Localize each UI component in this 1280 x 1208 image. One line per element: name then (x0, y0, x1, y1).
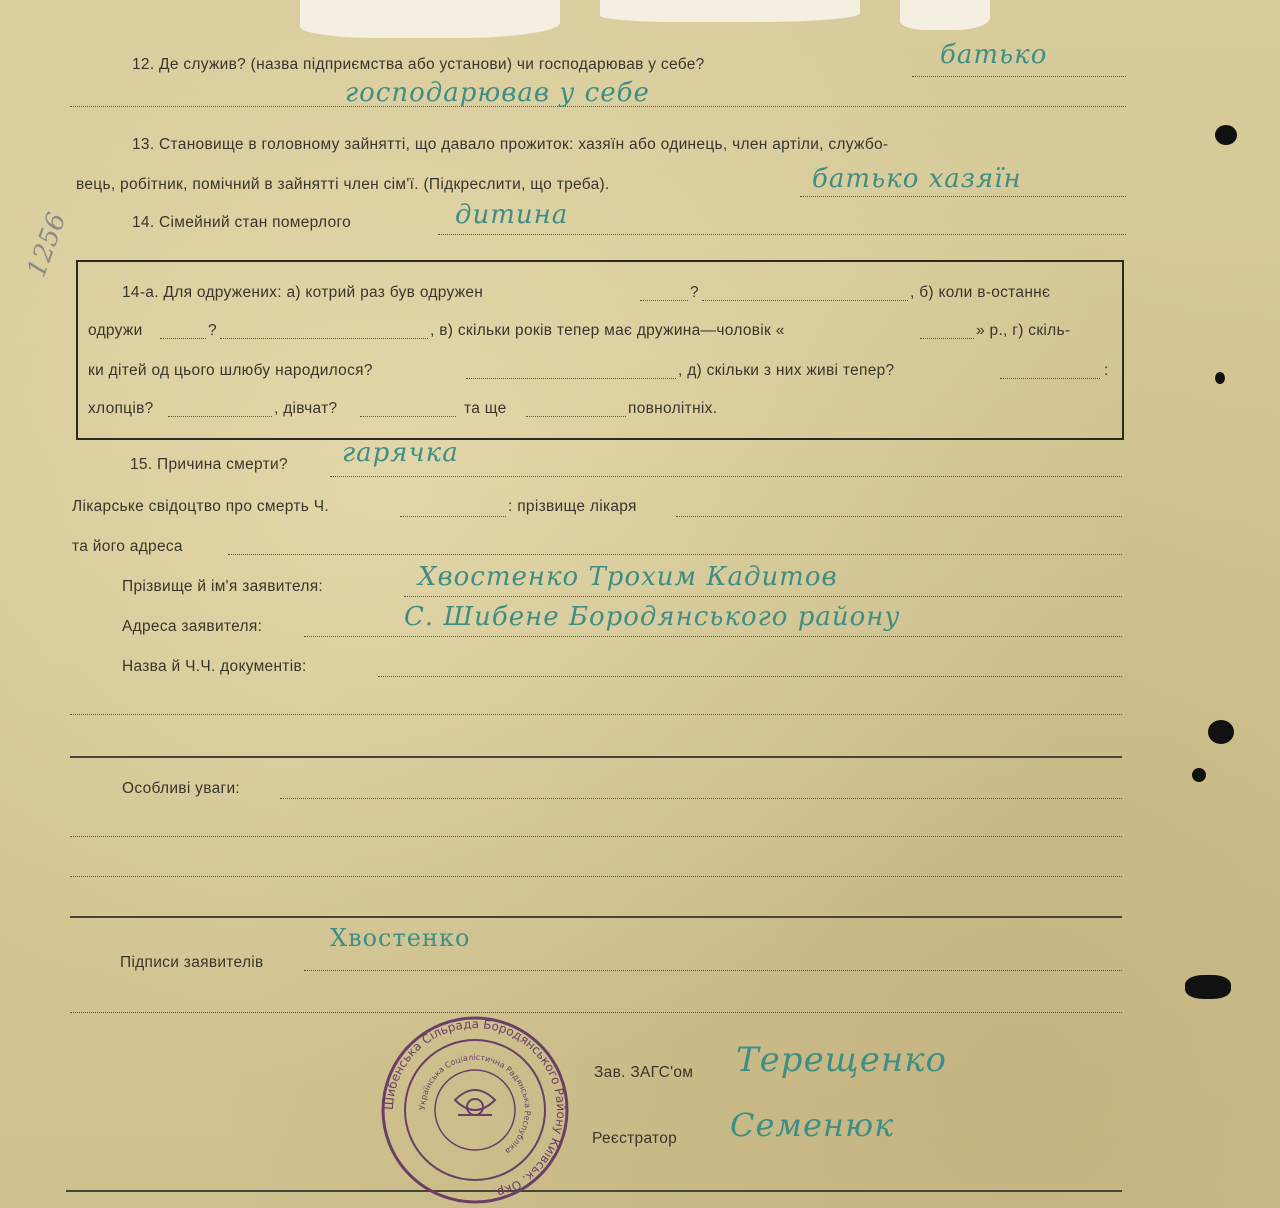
blank-line (70, 714, 1122, 715)
item14-label: 14. Сімейний стан померлого (132, 214, 352, 231)
item14a-line4d: повнолітніх. (628, 400, 718, 417)
item14a-dots (168, 416, 272, 417)
item14-line (438, 234, 1126, 235)
blank-line (70, 756, 1122, 758)
registrar-label: Реєстратор (592, 1130, 678, 1147)
signatures-line (70, 1012, 1122, 1013)
torn-edge (900, 0, 990, 30)
stamp-inner-path: Українська Соціалістична Радянська Республіка (417, 1052, 533, 1156)
item14a-line3b: , д) скільки з них живі тепер? (678, 362, 895, 379)
item12-line (912, 76, 1126, 77)
item14a-dots (526, 416, 626, 417)
item13-line (800, 196, 1126, 197)
applicant-name-value: Хвостенко Трохим Кадитов (418, 562, 838, 592)
signatures-label: Підписи заявителів (120, 954, 264, 971)
item14a-line1a: 14-а. Для одружених: а) котрий раз був одружен (122, 284, 484, 301)
item14a-line4c: та ще (464, 400, 507, 417)
item14a-line2c: » р., г) скіль- (976, 322, 1071, 339)
punch-hole (1185, 975, 1231, 999)
item14a-line4a: хлопців? (88, 400, 154, 417)
signatures-value: Хвостенко (330, 924, 471, 952)
margin-number: 1256 (21, 208, 73, 282)
item14a-dots (466, 378, 676, 379)
notes-label: Особливі уваги: (122, 780, 241, 797)
medical-address-label: та його адреса (72, 538, 183, 555)
item14a-dots (702, 300, 908, 301)
stamp-emblem-icon (455, 1090, 495, 1115)
medical-line (676, 516, 1122, 517)
applicant-line (304, 636, 1122, 637)
notes-line (70, 836, 1122, 837)
applicant-name-label: Прізвище й ім'я заявителя: (122, 578, 324, 595)
torn-edge (600, 0, 860, 22)
applicant-address-value: С. Шибене Бородянського району (404, 602, 901, 632)
applicant-docs-label: Назва й Ч.Ч. документів: (122, 658, 307, 675)
item14a-line1b: , б) коли в-останнє (910, 284, 1051, 301)
item13-line2: вець, робітник, помічний в зайнятті член сім'ї. (Підкреслити, що треба). (76, 176, 610, 193)
registrar-signature: Семенюк (730, 1106, 895, 1144)
medical-line (400, 516, 506, 517)
item14a-colon: : (1104, 362, 1109, 379)
bottom-line (66, 1190, 1122, 1192)
notes-line (70, 916, 1122, 918)
zags-label: Зав. ЗАГС'ом (594, 1064, 694, 1081)
item14a-line2a: одружи (88, 322, 143, 339)
item14a-dots (360, 416, 456, 417)
item14a-q: ? (208, 322, 217, 339)
medical-doctor-label: : прізвище лікаря (508, 498, 637, 515)
item12-answer: батько (940, 40, 1048, 70)
item15-label: 15. Причина смерти? (130, 456, 288, 473)
item14a-line3a: ки дітей од цього шлюбу народилося? (88, 362, 373, 379)
item14a-dots (640, 300, 688, 301)
item14a-q: ? (690, 284, 699, 301)
item14-answer: дитина (455, 200, 569, 230)
item15-answer: гарячка (342, 438, 459, 468)
item14a-dots (1000, 378, 1100, 379)
official-stamp (370, 1015, 580, 1205)
item15-line (330, 476, 1122, 477)
item14a-dots (220, 338, 428, 339)
item14a-dots (160, 338, 206, 339)
notes-line (70, 876, 1122, 877)
medical-label: Лікарське свідоцтво про смерть Ч. (72, 498, 330, 515)
item13-answer: батько хазяїн (812, 164, 1022, 194)
signatures-line (304, 970, 1122, 971)
punch-hole (1208, 720, 1234, 744)
item13-line1: 13. Становище в головному зайнятті, що давало прожиток: хазяїн або одинець, член артіли, службо- (132, 136, 889, 153)
medical-line (228, 554, 1122, 555)
item14a-line2b: , в) скільки років тепер має дружина—чоловік « (430, 322, 785, 339)
zags-signature: Терещенко (736, 1040, 948, 1080)
item12-answer2: господарював у себе (345, 78, 650, 108)
item14a-dots (920, 338, 974, 339)
applicant-line (404, 596, 1122, 597)
item14a-line4b: , дівчат? (274, 400, 338, 417)
punch-hole (1215, 125, 1237, 145)
punch-hole (1215, 372, 1225, 384)
punch-hole (1192, 768, 1206, 782)
applicant-line (378, 676, 1122, 677)
stamp-outer-path: Шибенська Сільрада Бородянського Району Київськ. Окр. (381, 1016, 569, 1201)
item12-label: 12. Де служив? (назва підприємства або установи) чи господарював у себе? (132, 56, 705, 73)
torn-edge (300, 0, 560, 38)
notes-line (280, 798, 1122, 799)
applicant-address-label: Адреса заявителя: (122, 618, 263, 635)
